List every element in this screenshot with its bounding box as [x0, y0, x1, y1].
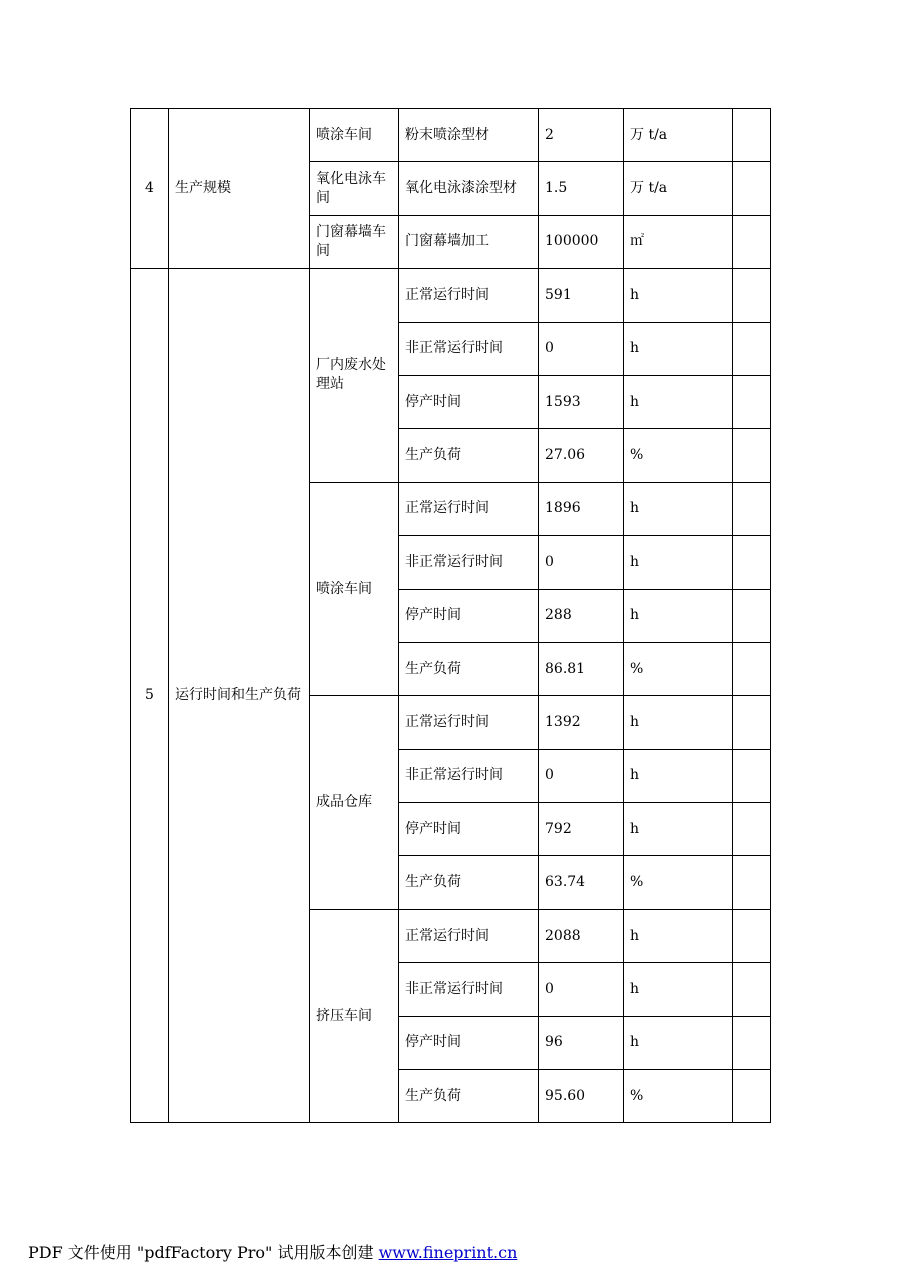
measure-cell: %: [624, 1070, 733, 1123]
remark-cell: [733, 482, 771, 535]
measure-cell: h: [624, 322, 733, 375]
measure-cell: %: [624, 642, 733, 695]
value-cell: 95.60: [539, 1070, 624, 1123]
value-cell: 1.5: [539, 162, 624, 215]
remark-cell: [733, 696, 771, 749]
table-row: [131, 269, 771, 322]
param-cell: 停产时间: [399, 589, 539, 642]
product-cell: 门窗幕墙加工: [399, 215, 539, 268]
measure-cell: h: [624, 482, 733, 535]
measure-cell: h: [624, 589, 733, 642]
measure-cell: h: [624, 269, 733, 322]
remark-cell: [733, 215, 771, 268]
pdf-footer: [28, 1240, 517, 1263]
value-cell: 2: [539, 109, 624, 162]
unit-cell: 厂内废水处理站: [310, 269, 399, 483]
param-cell: 生产负荷: [399, 1070, 539, 1123]
value-cell: 0: [539, 963, 624, 1016]
remark-cell: [733, 909, 771, 962]
measure-cell: 万 t/a: [624, 162, 733, 215]
unit-cell: 氧化电泳车间: [310, 162, 399, 215]
remark-cell: [733, 322, 771, 375]
remark-cell: [733, 429, 771, 482]
param-cell: 停产时间: [399, 803, 539, 856]
unit-cell: 喷涂车间: [310, 482, 399, 696]
measure-cell: ㎡: [624, 215, 733, 268]
row-number: 5: [131, 269, 169, 1123]
param-cell: 生产负荷: [399, 642, 539, 695]
value-cell: 288: [539, 589, 624, 642]
remark-cell: [733, 375, 771, 428]
remark-cell: [733, 803, 771, 856]
measure-cell: %: [624, 856, 733, 909]
param-cell: 正常运行时间: [399, 269, 539, 322]
footer-link[interactable]: www.fineprint.cn: [378, 1243, 518, 1262]
value-cell: 96: [539, 1016, 624, 1069]
unit-cell: 喷涂车间: [310, 109, 399, 162]
measure-cell: h: [624, 375, 733, 428]
value-cell: 0: [539, 322, 624, 375]
param-cell: 生产负荷: [399, 856, 539, 909]
value-cell: 1896: [539, 482, 624, 535]
remark-cell: [733, 642, 771, 695]
remark-cell: [733, 589, 771, 642]
value-cell: 100000: [539, 215, 624, 268]
unit-cell: 门窗幕墙车间: [310, 215, 399, 268]
remark-cell: [733, 269, 771, 322]
param-cell: 正常运行时间: [399, 696, 539, 749]
item-name: 运行时间和生产负荷: [169, 269, 310, 1123]
param-cell: 非正常运行时间: [399, 536, 539, 589]
unit-cell: 成品仓库: [310, 696, 399, 910]
remark-cell: [733, 162, 771, 215]
measure-cell: h: [624, 963, 733, 1016]
param-cell: 非正常运行时间: [399, 963, 539, 1016]
remark-cell: [733, 1016, 771, 1069]
param-cell: 正常运行时间: [399, 909, 539, 962]
value-cell: 27.06: [539, 429, 624, 482]
product-cell: 粉末喷涂型材: [399, 109, 539, 162]
remark-cell: [733, 109, 771, 162]
row-number: 4: [131, 109, 169, 269]
param-cell: 生产负荷: [399, 429, 539, 482]
remark-cell: [733, 749, 771, 802]
param-cell: 停产时间: [399, 375, 539, 428]
value-cell: 2088: [539, 909, 624, 962]
value-cell: 0: [539, 536, 624, 589]
remark-cell: [733, 963, 771, 1016]
measure-cell: h: [624, 696, 733, 749]
param-cell: 正常运行时间: [399, 482, 539, 535]
measure-cell: %: [624, 429, 733, 482]
measure-cell: h: [624, 536, 733, 589]
param-cell: 非正常运行时间: [399, 749, 539, 802]
remark-cell: [733, 536, 771, 589]
measure-cell: h: [624, 803, 733, 856]
remark-cell: [733, 856, 771, 909]
remark-cell: [733, 1070, 771, 1123]
value-cell: 0: [539, 749, 624, 802]
data-table: [130, 108, 771, 1123]
measure-cell: h: [624, 1016, 733, 1069]
param-cell: 非正常运行时间: [399, 322, 539, 375]
measure-cell: 万 t/a: [624, 109, 733, 162]
value-cell: 1392: [539, 696, 624, 749]
product-cell: 氧化电泳漆涂型材: [399, 162, 539, 215]
measure-cell: h: [624, 909, 733, 962]
value-cell: 86.81: [539, 642, 624, 695]
item-name: 生产规模: [169, 109, 310, 269]
value-cell: 591: [539, 269, 624, 322]
value-cell: 63.74: [539, 856, 624, 909]
measure-cell: h: [624, 749, 733, 802]
unit-cell: 挤压车间: [310, 909, 399, 1123]
table-row: [131, 109, 771, 162]
value-cell: 792: [539, 803, 624, 856]
param-cell: 停产时间: [399, 1016, 539, 1069]
value-cell: 1593: [539, 375, 624, 428]
footer-text: PDF 文件使用 "pdfFactory Pro" 试用版本创建: [28, 1243, 379, 1262]
